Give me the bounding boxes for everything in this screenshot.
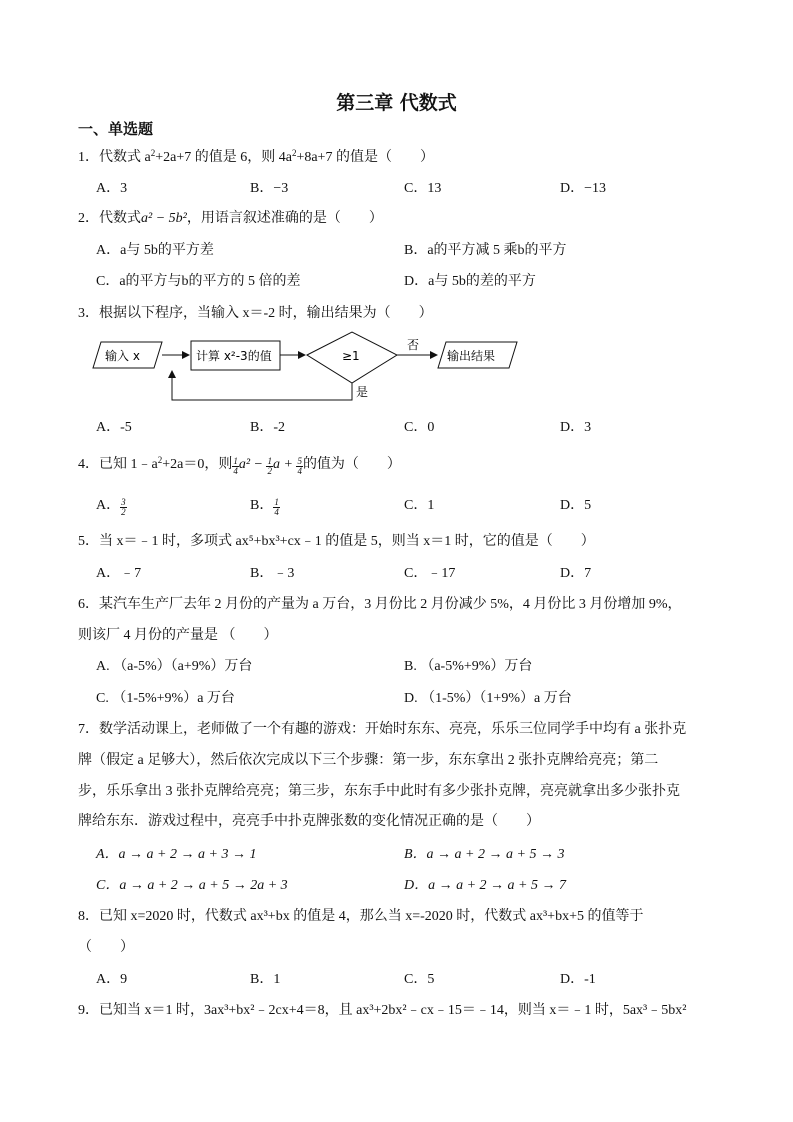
question-9: 9．已知当 x＝1 时，3ax³+bx²﹣2cx+4＝8，且 ax³+2bx²﹣cx﹣15＝﹣14，则当 x＝﹣1 时，5ax³﹣5bx² <box>78 1003 687 1018</box>
question-7-line-3: 步，乐乐拿出 3 张扑克牌给亮亮；第三步，东东手中此时有多少张扑克牌，亮亮就拿出多少张扑克 <box>78 784 680 799</box>
question-6-line-2: 则该厂 4 月份的产量是 （ ） <box>78 628 278 643</box>
question-8-line-2: （ ） <box>78 940 134 955</box>
question-5: 5．当 x＝﹣1 时，多项式 ax⁵+bx³+cx﹣1 的值是 5，则当 x＝1 时，它的值是（ ） <box>78 534 595 549</box>
flow-cond-label: ≥1 <box>342 349 360 363</box>
q2-option-d[interactable]: D．a与 5b的差的平方 <box>404 274 536 289</box>
q8-option-a[interactable]: A．9 <box>96 972 128 987</box>
q3-option-b[interactable]: B．-2 <box>250 420 285 435</box>
question-1: 1．代数式 $a^2+2a+7$ 的值是 6，则 $4a^2+8a+7$ 的值是（ ） <box>78 148 434 165</box>
loop-arrow <box>172 371 352 400</box>
q1-option-b[interactable]: B．−3 <box>250 181 289 196</box>
q8-option-b[interactable]: B．1 <box>250 972 281 987</box>
flow-yes-label: 是 <box>356 385 369 399</box>
q3-option-c[interactable]: C．0 <box>404 420 435 435</box>
q7-option-a[interactable]: A．a → a + 2 → a + 3 → 1 <box>96 847 257 862</box>
q8-option-d[interactable]: D．-1 <box>560 972 596 987</box>
q2-option-b[interactable]: B．a的平方减 5 乘b的平方 <box>404 243 567 258</box>
flowchart <box>90 330 530 405</box>
q1-option-a[interactable]: A．3 <box>96 181 128 196</box>
question-4: 4．已知 $1﹣a^2+2a=0$，则 $\frac{1}{4}$ a² − $\frac{1}{2}$ a + $\frac{5}{4}$ 的值为（ ） <box>78 455 401 476</box>
page-title: 第三章 代数式 <box>336 92 457 114</box>
q7-option-d[interactable]: D．a → a + 2 → a + 5 → 7 <box>404 878 567 893</box>
flow-no-label: 否 <box>407 338 420 352</box>
q7-option-b[interactable]: B．a → a + 2 → a + 5 → 3 <box>404 847 565 862</box>
q3-option-a[interactable]: A．-5 <box>96 420 132 435</box>
q1-option-d[interactable]: D．−13 <box>560 181 607 196</box>
q2-option-a[interactable]: A．a与 5b的平方差 <box>96 243 214 258</box>
q4-option-b[interactable]: B． $\frac{1}{4}$ <box>250 497 279 517</box>
section-heading: 一、单选题 <box>78 120 154 138</box>
q5-option-a[interactable]: A．﹣7 <box>96 566 142 581</box>
question-6-line-1: 6．某汽车生产厂去年 2 月份的产量为 a 万台，3 月份比 2 月份减少 5%，4 月份比 3 月份增加 9%， <box>78 597 682 612</box>
flow-output-label: 输出结果 <box>447 349 496 363</box>
q6-option-c[interactable]: C. （1-5%+9%）a 万台 <box>96 691 235 706</box>
q4-option-a[interactable]: A． $\frac{3}{2}$ <box>96 497 126 517</box>
question-7-line-1: 7．数学活动课上，老师做了一个有趣的游戏：开始时东东、亮亮，乐乐三位同学手中均有 a 张扑克 <box>78 722 687 737</box>
q8-option-c[interactable]: C．5 <box>404 972 435 987</box>
question-7-line-2: 牌（假定 a 足够大），然后依次完成以下三个步骤：第一步，东东拿出 2 张扑克牌给亮亮；第二 <box>78 753 659 768</box>
q2-option-c[interactable]: C．a的平方与b的平方的 5 倍的差 <box>96 274 301 289</box>
q1-option-c[interactable]: C．13 <box>404 181 442 196</box>
q5-option-c[interactable]: C．﹣17 <box>404 566 456 581</box>
q4-option-d[interactable]: D．5 <box>560 498 592 513</box>
question-7-line-4: 牌给东东．游戏过程中，亮亮手中扑克牌张数的变化情况正确的是（ ） <box>78 814 540 829</box>
q6-option-b[interactable]: B. （a-5%+9%）万台 <box>404 659 533 674</box>
question-2: 2．代数式a² − 5b²，用语言叙述准确的是（ ） <box>78 211 383 226</box>
q4-option-c[interactable]: C．1 <box>404 498 435 513</box>
q3-option-d[interactable]: D．3 <box>560 420 592 435</box>
flow-input-label: 输入 x <box>105 349 140 363</box>
flow-compute-label: 计算 x²-3的值 <box>196 349 272 363</box>
q5-option-d[interactable]: D．7 <box>560 566 592 581</box>
q6-option-d[interactable]: D. （1-5%）（1+9%）a 万台 <box>404 691 572 706</box>
question-3: 3．根据以下程序，当输入 x＝-2 时，输出结果为（ ） <box>78 306 433 321</box>
question-8-line-1: 8．已知 x=2020 时，代数式 ax³+bx 的值是 4，那么当 x=-2020 时，代数式 ax³+bx+5 的值等于 <box>78 909 644 924</box>
q6-option-a[interactable]: A. （a-5%）（a+9%）万台 <box>96 659 253 674</box>
q5-option-b[interactable]: B．﹣3 <box>250 566 295 581</box>
q7-option-c[interactable]: C．a → a + 2 → a + 5 → 2a + 3 <box>96 878 288 893</box>
